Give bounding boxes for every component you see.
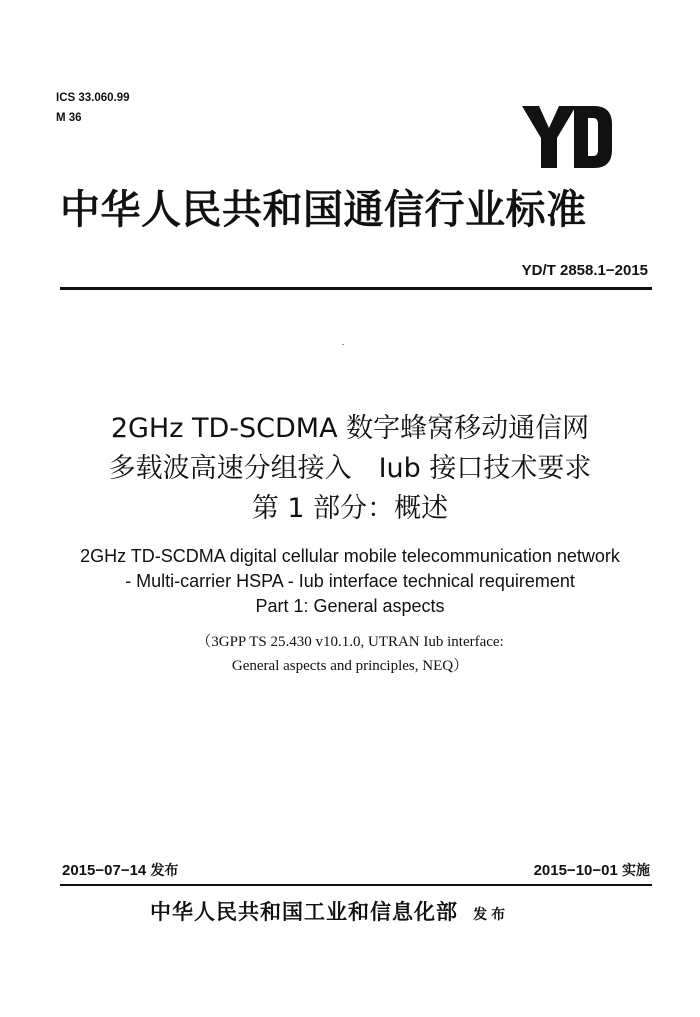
classification-codes [56,88,130,128]
effective-date: 2015−10−01 [533,862,618,879]
issue-date: 2015−07−14 [62,862,147,879]
scan-speck [342,344,344,345]
title-en-line1: 2GHz TD-SCDMA digital cellular mobile telecommunication network [80,546,620,566]
issue-date-block [62,860,178,880]
issuer-action: 发布 [473,907,510,923]
issuer-name: 中华人民共和国工业和信息化部 [150,899,458,924]
footer-divider [60,884,652,886]
ccs-code: M 36 [56,112,82,124]
standard-number: YD/T 2858.1−2015 [521,262,648,279]
title-zh-line3: 第 1 部分：概述 [251,493,449,524]
yd-logo [522,106,612,168]
issue-label: 发布 [150,863,179,879]
logo-letter-d [574,106,612,168]
effective-date-block [534,860,650,880]
national-standard-title: 中华人民共和国通信行业标准 [60,187,587,233]
header-divider [60,287,652,290]
title-en-line3: Part 1: General aspects [255,596,445,616]
title-en-line2: - Multi-carrier HSPA - Iub interface technical requirement [125,571,575,591]
title-zh-line2: 多载波高速分组接入 Iub 接口技术要求 [108,453,592,484]
effective-label: 实施 [622,863,650,879]
logo-letter-y [522,106,576,168]
reference-line2: General aspects and principles, NEQ） [231,658,469,674]
reference-line1: （3GPP TS 25.430 v10.1.0, UTRAN Iub interface: [196,634,504,650]
ics-code: ICS 33.060.99 [56,92,130,104]
title-zh-line1: 2GHz TD-SCDMA 数字蜂窝移动通信网 [110,413,590,444]
issuer-block [150,896,509,926]
